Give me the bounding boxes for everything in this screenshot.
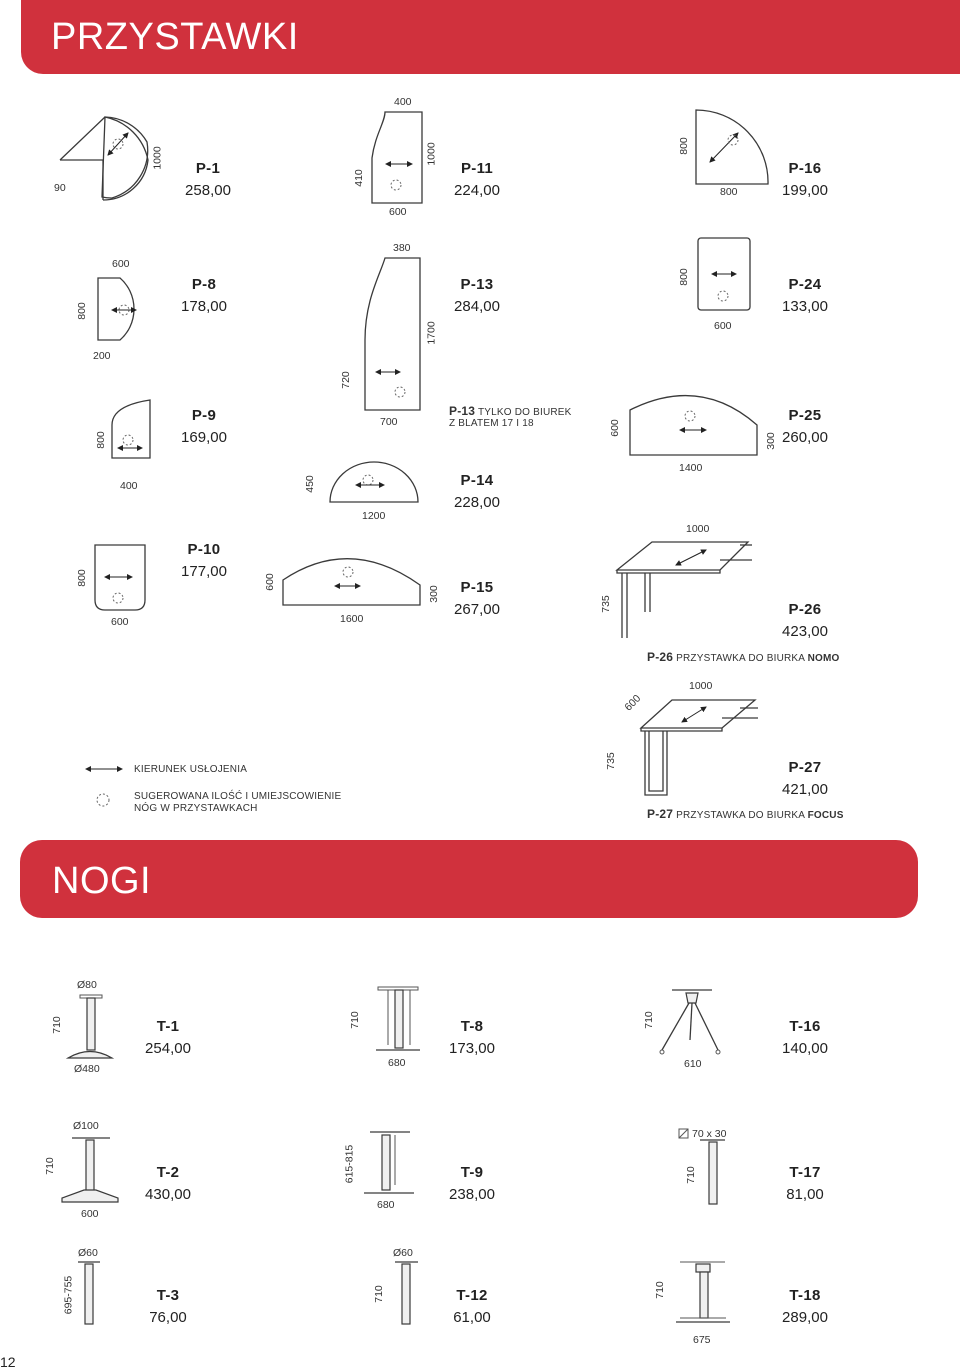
dimension-label: 1600: [340, 613, 364, 625]
leg-price: 254,00: [145, 1040, 191, 1057]
product-code: P-25: [788, 407, 822, 424]
product-price: 199,00: [782, 182, 828, 199]
dimension-label: 600: [608, 419, 621, 437]
drawing-t18: [676, 1262, 730, 1322]
dimension-label: 1200: [362, 510, 386, 522]
dimension-label: 735: [599, 595, 612, 613]
dimension-label: 1000: [151, 146, 164, 170]
product-price: 421,00: [782, 781, 828, 798]
drawing-p10: [95, 545, 145, 610]
drawing-p25: [630, 396, 757, 455]
product-price: 178,00: [181, 298, 227, 315]
leg-price: 289,00: [782, 1309, 828, 1326]
dimension-label: 600: [112, 258, 130, 270]
note-text: PRZYSTAWKA DO BIURKA: [676, 653, 805, 664]
dimension-label: 615-815: [343, 1144, 356, 1184]
note-code: P-26: [647, 650, 674, 664]
dimension-label: 600: [111, 616, 129, 628]
page-number: 12: [0, 1354, 16, 1370]
drawing-p14: [330, 462, 418, 502]
product-price: 258,00: [185, 182, 231, 199]
drawing-t16: [660, 990, 720, 1054]
drawing-t1: [68, 995, 112, 1058]
leg-code: T-8: [460, 1018, 484, 1035]
legend-legs-line1: SUGEROWANA ILOŚĆ I UMIEJSCOWIENIE: [134, 791, 342, 802]
dimension-label: 1000: [425, 142, 438, 166]
product-code: P-8: [191, 276, 217, 293]
leg-code: T-2: [156, 1164, 180, 1181]
note-code: P-13: [449, 404, 476, 418]
product-code: P-15: [460, 579, 494, 596]
dimension-label: 300: [427, 585, 440, 603]
dimension-label: 800: [677, 137, 690, 155]
note-code: P-27: [647, 807, 674, 821]
leg-code: T-9: [460, 1164, 484, 1181]
leg-price: 76,00: [149, 1309, 187, 1326]
leg-code: T-1: [156, 1018, 180, 1035]
dimension-label: 800: [94, 431, 107, 449]
drawing-p13: [365, 258, 420, 410]
leg-price: 238,00: [449, 1186, 495, 1203]
note-brand: NOMO: [807, 653, 840, 664]
drawing-p9: [112, 400, 150, 458]
leg-position-icon: [97, 794, 109, 806]
dimension-label: 610: [684, 1058, 702, 1070]
dimension-label: 400: [120, 480, 138, 492]
leg-price: 61,00: [453, 1309, 491, 1326]
drawing-p11: [372, 112, 422, 203]
product-price: 169,00: [181, 429, 227, 446]
dimension-label: 680: [377, 1199, 395, 1211]
dimension-label: 1000: [689, 680, 713, 692]
product-price: 228,00: [454, 494, 500, 511]
dimension-label: 90: [54, 182, 66, 194]
drawing-p15: [283, 559, 420, 605]
dimension-label: 400: [394, 96, 412, 108]
dimension-label: 710: [653, 1281, 666, 1299]
note-text: PRZYSTAWKA DO BIURKA: [676, 810, 805, 821]
dimension-label: 1000: [686, 523, 710, 535]
product-code: P-16: [788, 160, 822, 177]
leg-price: 81,00: [786, 1186, 824, 1203]
dimension-label: Ø480: [74, 1063, 100, 1075]
dimension-label: 800: [75, 302, 88, 320]
product-price: 260,00: [782, 429, 828, 446]
dimension-label: 600: [714, 320, 732, 332]
product-code: P-24: [788, 276, 822, 293]
product-code: P-27: [788, 759, 822, 776]
drawing-p1: [60, 117, 148, 200]
note-text: TYLKO DO BIUREK: [477, 407, 572, 418]
dimension-label: 600: [263, 573, 276, 591]
note-p27: [647, 807, 844, 821]
note-p13-line2: Z BLATEM 17 I 18: [449, 418, 534, 429]
drawing-t12: [395, 1262, 418, 1324]
dimension-label: 700: [380, 416, 398, 428]
dimension-label: 710: [348, 1011, 361, 1029]
dimension-label: 1700: [425, 321, 438, 345]
dimension-label: 695-755: [62, 1275, 75, 1315]
product-code: P-10: [187, 541, 221, 558]
drawing-t8: [376, 987, 420, 1050]
drawing-p16: [696, 110, 768, 184]
product-code: P-26: [788, 601, 822, 618]
dimension-label: 710: [684, 1166, 697, 1184]
dimension-label: 200: [93, 350, 111, 362]
dimension-label: Ø60: [393, 1247, 413, 1259]
dimension-label: 450: [303, 475, 316, 493]
legend-grain-direction: KIERUNEK USŁOJENIA: [134, 764, 248, 775]
drawing-t9: [364, 1132, 414, 1193]
section-title: PRZYSTAWKI: [51, 16, 299, 58]
product-price: 423,00: [782, 623, 828, 640]
drawing-t3: [78, 1262, 100, 1324]
dimension-label: 70 x 30: [692, 1128, 727, 1140]
dimension-label: 800: [677, 268, 690, 286]
dimension-label: 1400: [679, 462, 703, 474]
leg-code: T-16: [789, 1018, 821, 1035]
product-code: P-13: [460, 276, 494, 293]
leg-code: T-17: [789, 1164, 821, 1181]
leg-code: T-3: [156, 1287, 180, 1304]
dimension-label: 380: [393, 242, 411, 254]
dimension-label: 600: [389, 206, 407, 218]
dimension-label: 800: [75, 569, 88, 587]
dimension-label: 710: [642, 1011, 655, 1029]
dimension-label: 710: [372, 1285, 385, 1303]
dimension-label: 300: [764, 432, 777, 450]
product-code: P-14: [460, 472, 494, 489]
drawing-t2: [62, 1138, 118, 1202]
product-code: P-9: [191, 407, 217, 424]
drawing-p8: [98, 278, 136, 340]
note-p26: [647, 650, 840, 664]
dimension-label: Ø100: [73, 1120, 99, 1132]
product-price: 133,00: [782, 298, 828, 315]
dimension-label: 720: [339, 371, 352, 389]
dimension-label: 680: [388, 1057, 406, 1069]
dimension-label: Ø60: [78, 1247, 98, 1259]
dimension-label: 600: [622, 692, 644, 714]
leg-price: 173,00: [449, 1040, 495, 1057]
leg-price: 430,00: [145, 1186, 191, 1203]
dimension-label: 675: [693, 1334, 711, 1346]
dimension-label: Ø80: [77, 979, 97, 991]
product-price: 267,00: [454, 601, 500, 618]
leg-code: T-12: [456, 1287, 488, 1304]
drawing-p24: [698, 238, 750, 310]
product-price: 284,00: [454, 298, 500, 315]
section-title: NOGI: [52, 860, 152, 902]
dimension-label: 710: [43, 1157, 56, 1175]
dimension-label: 800: [720, 186, 738, 198]
product-code: P-11: [460, 160, 494, 177]
drawing-p27: [641, 700, 758, 795]
leg-code: T-18: [789, 1287, 821, 1304]
product-code: P-1: [195, 160, 221, 177]
dimension-label: 410: [352, 169, 365, 187]
drawing-p26: [617, 542, 752, 638]
note-p13: [449, 404, 572, 418]
product-price: 177,00: [181, 563, 227, 580]
product-price: 224,00: [454, 182, 500, 199]
legend-legs-line2: NÓG W PRZYSTAWKACH: [134, 803, 258, 814]
note-brand: FOCUS: [807, 810, 844, 821]
dimension-label: 735: [604, 752, 617, 770]
dimension-label: 710: [50, 1016, 63, 1034]
leg-price: 140,00: [782, 1040, 828, 1057]
dimension-label: 600: [81, 1208, 99, 1220]
